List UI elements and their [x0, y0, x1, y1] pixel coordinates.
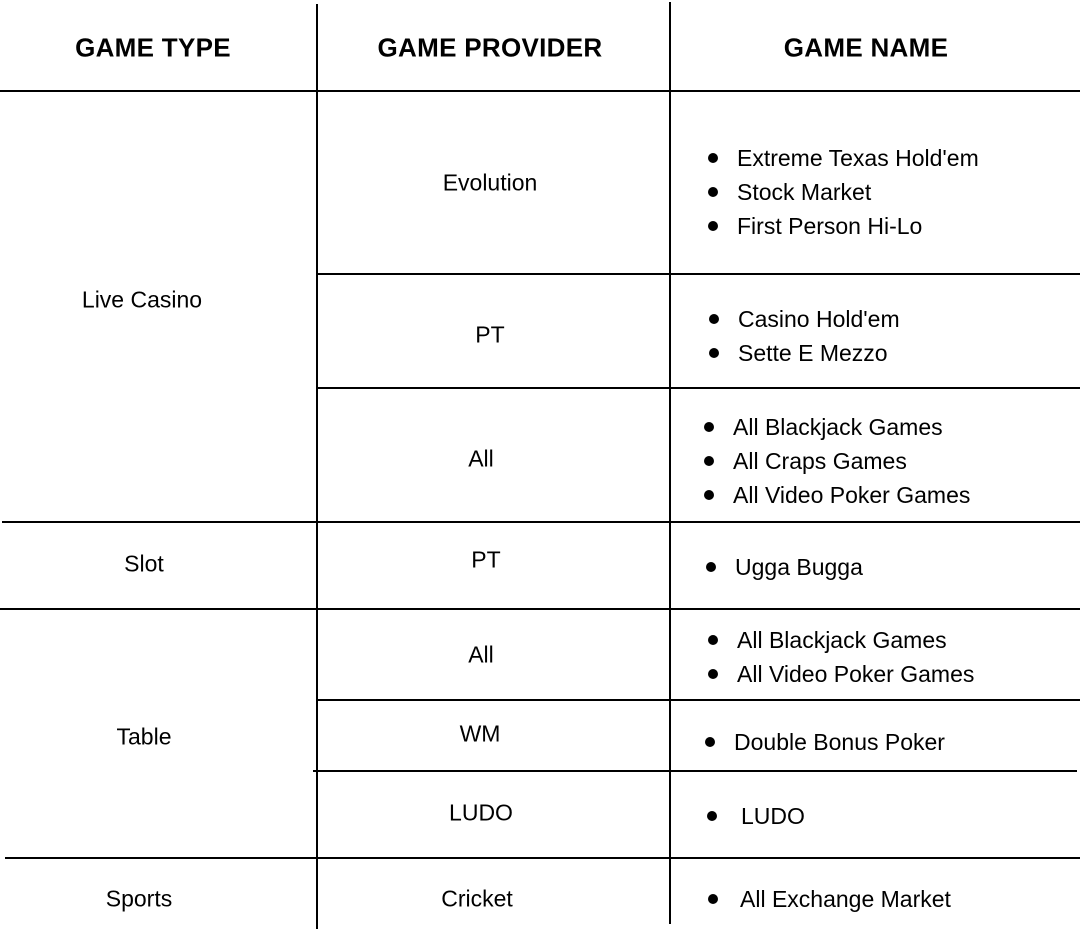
list-item: Casino Hold'em: [709, 302, 900, 336]
game-type-cell: Slot: [124, 550, 164, 577]
provider-cell: LUDO: [449, 799, 513, 826]
column-divider-1: [316, 4, 318, 929]
header-game-name: GAME NAME: [783, 32, 949, 63]
game-list: [707, 799, 805, 833]
list-item: First Person Hi-Lo: [708, 209, 979, 243]
header-divider: [0, 90, 1080, 92]
row-divider: [2, 521, 1080, 523]
game-list: [708, 882, 951, 916]
column-divider-2: [669, 2, 671, 924]
game-list: [704, 410, 970, 512]
provider-cell: All: [468, 445, 494, 472]
row-divider: [5, 857, 1080, 859]
provider-cell: PT: [475, 321, 505, 348]
provider-cell: All: [468, 641, 494, 668]
list-item: All Video Poker Games: [704, 478, 970, 512]
list-item: LUDO: [707, 799, 805, 833]
row-divider: [313, 770, 1077, 772]
list-item: Stock Market: [708, 175, 979, 209]
list-item: Double Bonus Poker: [705, 725, 945, 759]
list-item: All Video Poker Games: [708, 657, 974, 691]
game-type-cell: Sports: [105, 885, 173, 912]
header-game-provider: GAME PROVIDER: [377, 32, 603, 63]
row-divider: [316, 273, 1080, 275]
game-list: [705, 725, 945, 759]
row-divider: [316, 387, 1080, 389]
list-item: Sette E Mezzo: [709, 336, 900, 370]
provider-cell: WM: [459, 720, 501, 747]
game-type-cell: Table: [116, 723, 172, 750]
list-item: All Exchange Market: [708, 882, 951, 916]
row-divider: [0, 608, 1080, 610]
game-list: [708, 623, 974, 691]
list-item: Extreme Texas Hold'em: [708, 141, 979, 175]
game-list: [709, 302, 900, 370]
list-item: All Blackjack Games: [704, 410, 970, 444]
game-list: [708, 141, 979, 243]
game-list: [706, 550, 863, 584]
list-item: All Craps Games: [704, 444, 970, 478]
list-item: All Blackjack Games: [708, 623, 974, 657]
provider-cell: PT: [471, 546, 501, 573]
header-game-type: GAME TYPE: [75, 32, 231, 63]
row-divider: [316, 699, 1080, 701]
provider-cell: Cricket: [441, 885, 513, 912]
provider-cell: Evolution: [442, 169, 538, 196]
list-item: Ugga Bugga: [706, 550, 863, 584]
game-type-cell: Live Casino: [81, 286, 203, 313]
